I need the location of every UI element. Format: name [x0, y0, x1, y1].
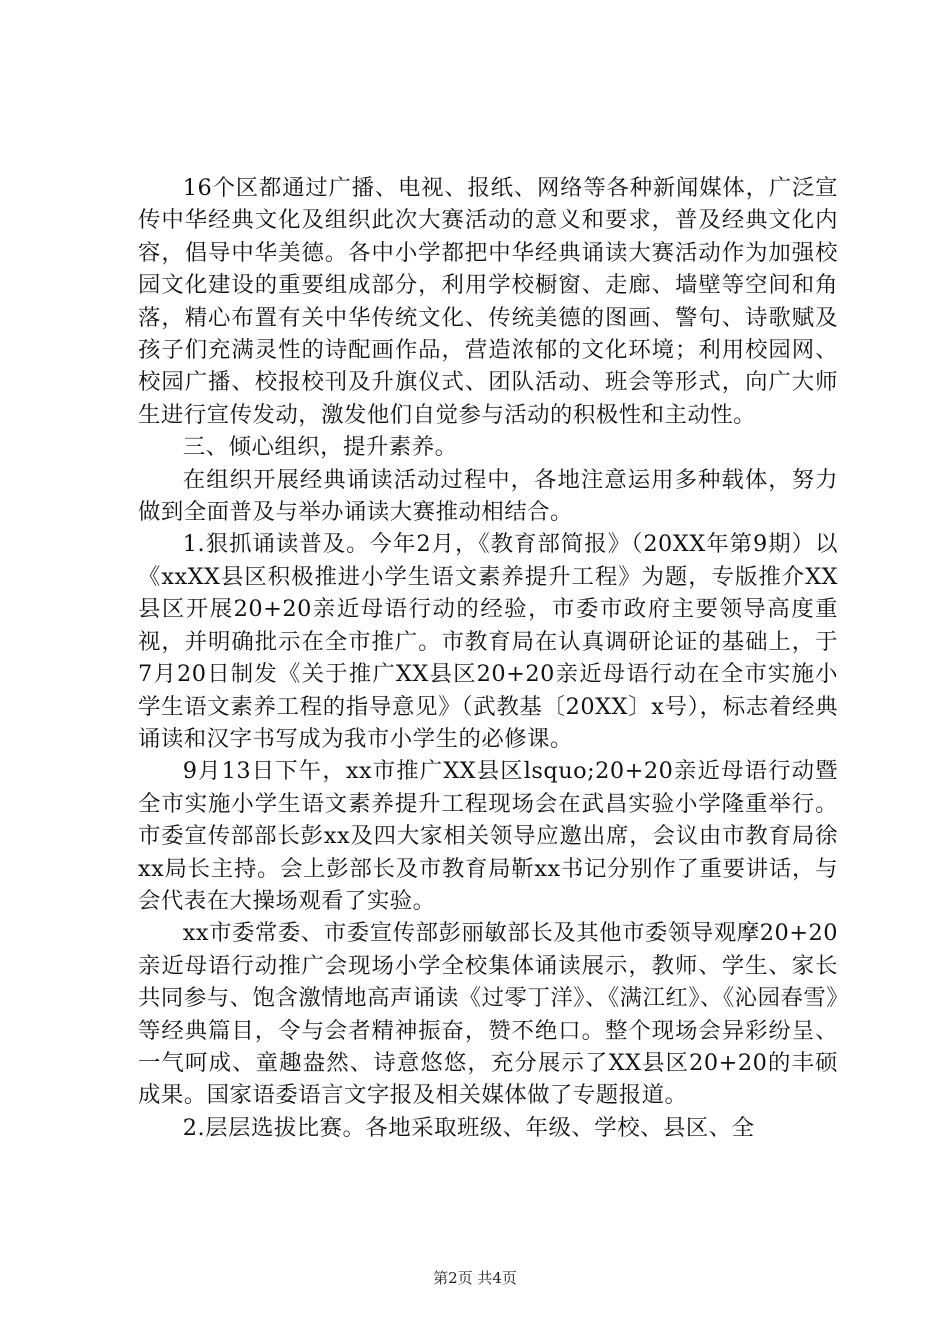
- paragraph-carriers: 在组织开展经典诵读活动过程中，各地注意运用多种载体，努力做到全面普及与举办诵读大赛推动相结合。: [138, 466, 838, 526]
- paragraph-publicity: 16个区都通过广播、电视、报纸、网络等各种新闻媒体，广泛宣传中华经典文化及组织此次大赛活动的意义和要求，普及经典文化内容，倡导中华美德。各中小学都把中华经典诵读大赛活动作为加强校园文化建设的重要组成部分，利用学校橱窗、走廊、墙壁等空间和角落，精心布置有关中华传统文化、传统美德的图画、警句、诗歌赋及孩子们充满灵性的诗配画作品，营造浓郁的文化环境；利用校园网、校园广播、校报校刊及升旗仪式、团队活动、班会等形式，向广大师生进行宣传发动，激发他们自觉参与活动的积极性和主动性。: [138, 175, 838, 428]
- paragraph-selection-contest: 2.层层选拔比赛。各地采取班级、年级、学校、县区、全: [182, 1114, 755, 1141]
- page-footer: [0, 1268, 950, 1288]
- paragraph-reading-showcase: xx市委常委、市委宣传部彭丽敏部长及其他市委领导观摩20+20亲近母语行动推广会现场小学全校集体诵读展示，教师、学生、家长共同参与、饱含激情地高声诵读《过零丁洋》、《满江红》、《沁园春雪》等经典篇目，令与会者精神振奋，赞不绝口。整个现场会异彩纷呈、一气呵成、童趣盎然、诗意悠悠，充分展示了XX县区20+20的丰硕成果。国家语委语言文字报及相关媒体做了专题报道。: [138, 920, 838, 1109]
- section-heading-organize: 三、倾心组织，提升素养。: [182, 434, 458, 461]
- paragraph-onsite-meeting: 9月13日下午，xx市推广XX县区lsquo;20+20亲近母语行动暨全市实施小学生语文素养提升工程现场会在武昌实验小学隆重举行。市委宣传部部长彭xx及四大家相关领导应邀出席，会议由市教育局徐xx局长主持。会上彭部长及市教育局靳xx书记分别作了重要讲话，与会代表在大操场观看了实验。: [138, 758, 838, 914]
- page-number-label: 第2页 共4页: [433, 1269, 517, 1287]
- paragraph-popularization: 1.狠抓诵读普及。今年2月，《教育部简报》（20XX年第9期）以《xxXX县区积极推进小学生语文素养提升工程》为题，专版推介XX县区开展20+20亲近母语行动的经验，市委市政府主要领导高度重视，并明确批示在全市推广。市教育局在认真调研论证的基础上，于7月20日制发《关于推广XX县区20+20亲近母语行动在全市实施小学生语文素养工程的指导意见》（武教基〔20XX〕x号），标志着经典诵读和汉字书写成为我市小学生的必修课。: [138, 531, 838, 752]
- document-body: [138, 172, 838, 1144]
